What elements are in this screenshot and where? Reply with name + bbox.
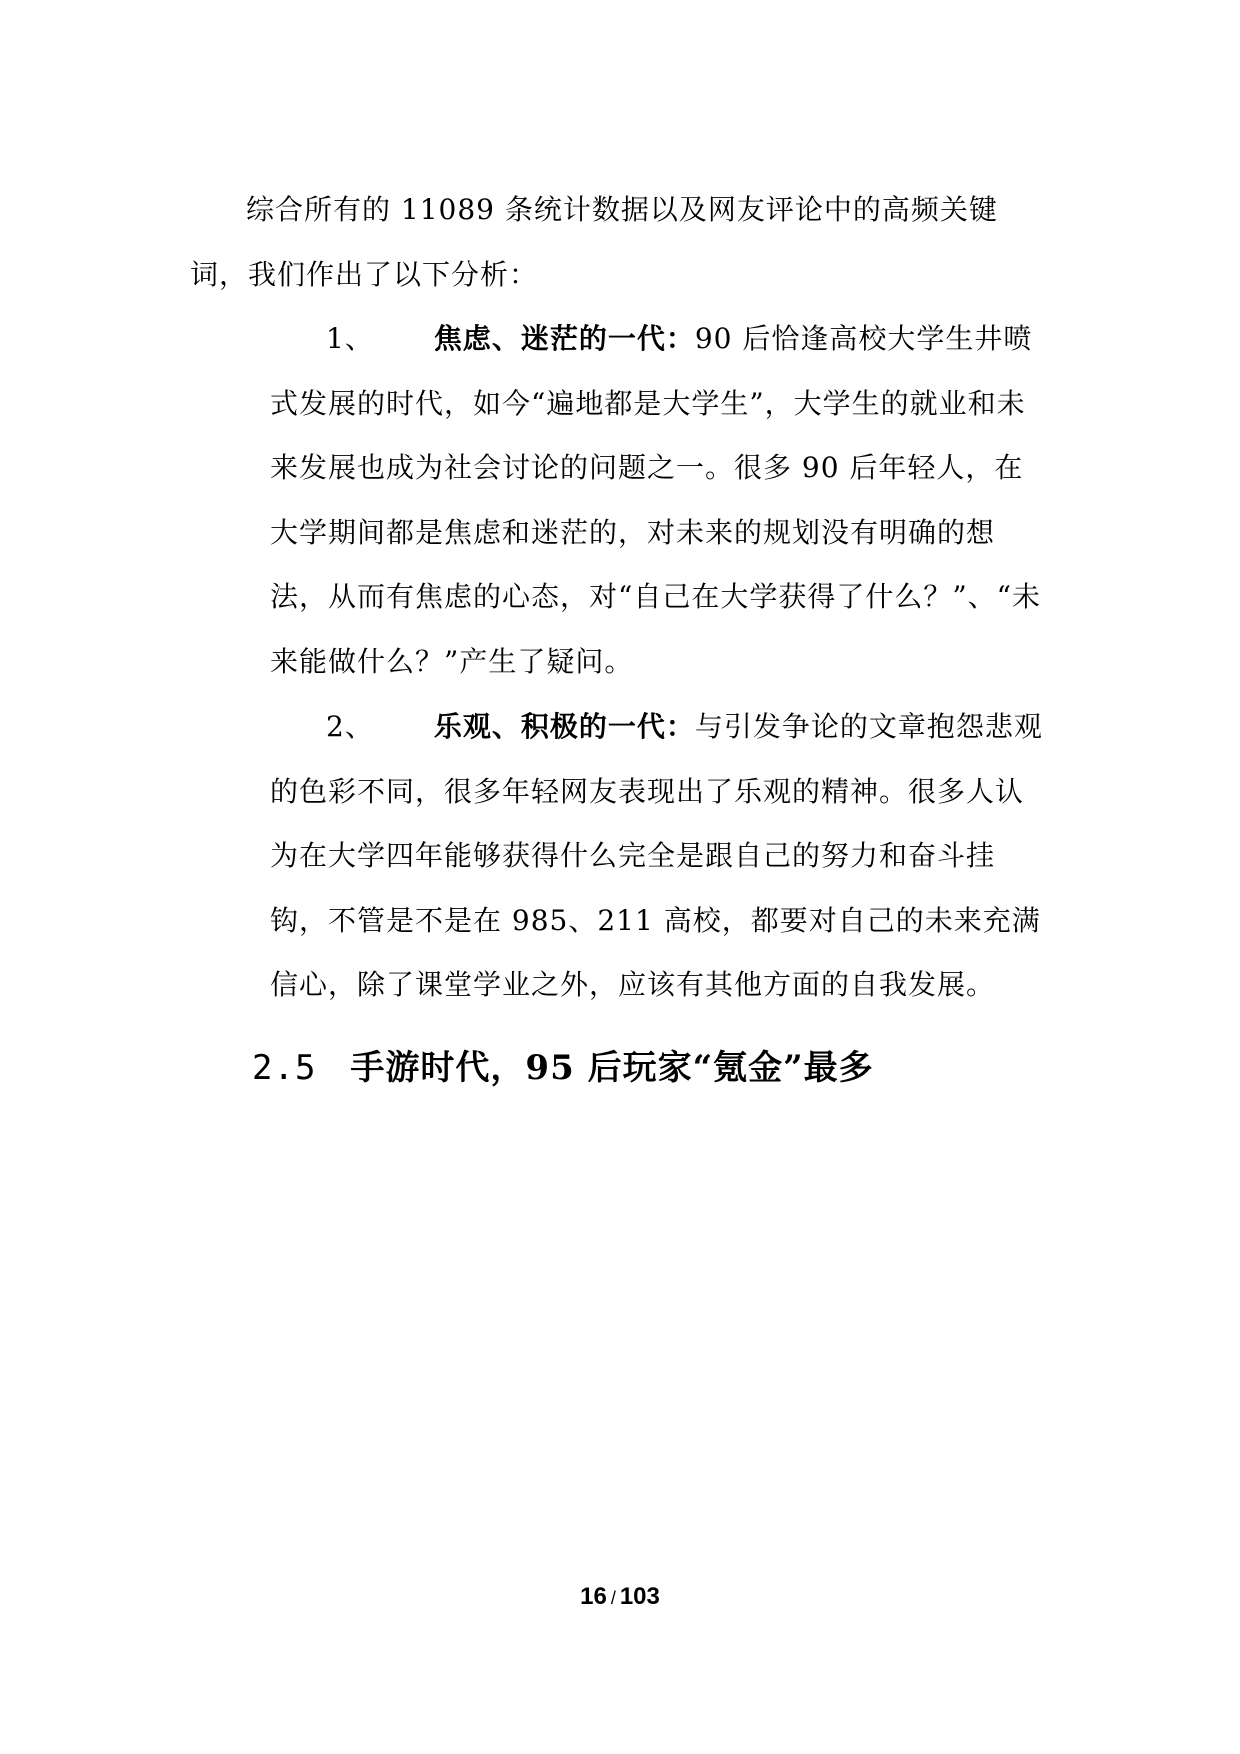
- list-item: [270, 307, 1050, 694]
- list-item-text: 90 后恰逢高校大学生井喷式发展的时代，如今“遍地都是大学生”，大学生的就业和未来发展也成为社会讨论的问题之一。很多 90 后年轻人，在大学期间都是焦虑和迷茫的，对未来的规划没有明确的想法，从而有焦虑的心态，对“自己在大学获得了什么？”、“未来能做什么？”产生了疑问。: [270, 322, 1041, 678]
- list-item-lead: 乐观、积极的一代：: [433, 710, 695, 743]
- list-item-number: 1、: [326, 322, 374, 355]
- intro-paragraph: 综合所有的 11089 条统计数据以及网友评论中的高频关键词，我们作出了以下分析：: [190, 193, 998, 291]
- list-item-number: 2、: [326, 710, 374, 743]
- list-item: [270, 695, 1050, 1018]
- total-pages: 103: [619, 1583, 660, 1610]
- list-item-lead: 焦虑、迷茫的一代：: [433, 322, 695, 355]
- list-item-text: 与引发争论的文章抱怨悲观的色彩不同，很多年轻网友表现出了乐观的精神。很多人认为在大学四年能够获得什么完全是跟自己的努力和奋斗挂钩，不管是不是在 985、211 高校，都要对自己的未来充满信心，除了课堂学业之外，应该有其他方面的自我发展。: [270, 710, 1043, 1001]
- page-number: [0, 1583, 1240, 1611]
- page-separator: /: [610, 1588, 616, 1608]
- section-number: 2.5: [252, 1048, 317, 1088]
- section-heading: [252, 1040, 874, 1089]
- current-page: 16: [580, 1583, 607, 1610]
- section-title: 手游时代，95 后玩家“氪金”最多: [350, 1048, 874, 1088]
